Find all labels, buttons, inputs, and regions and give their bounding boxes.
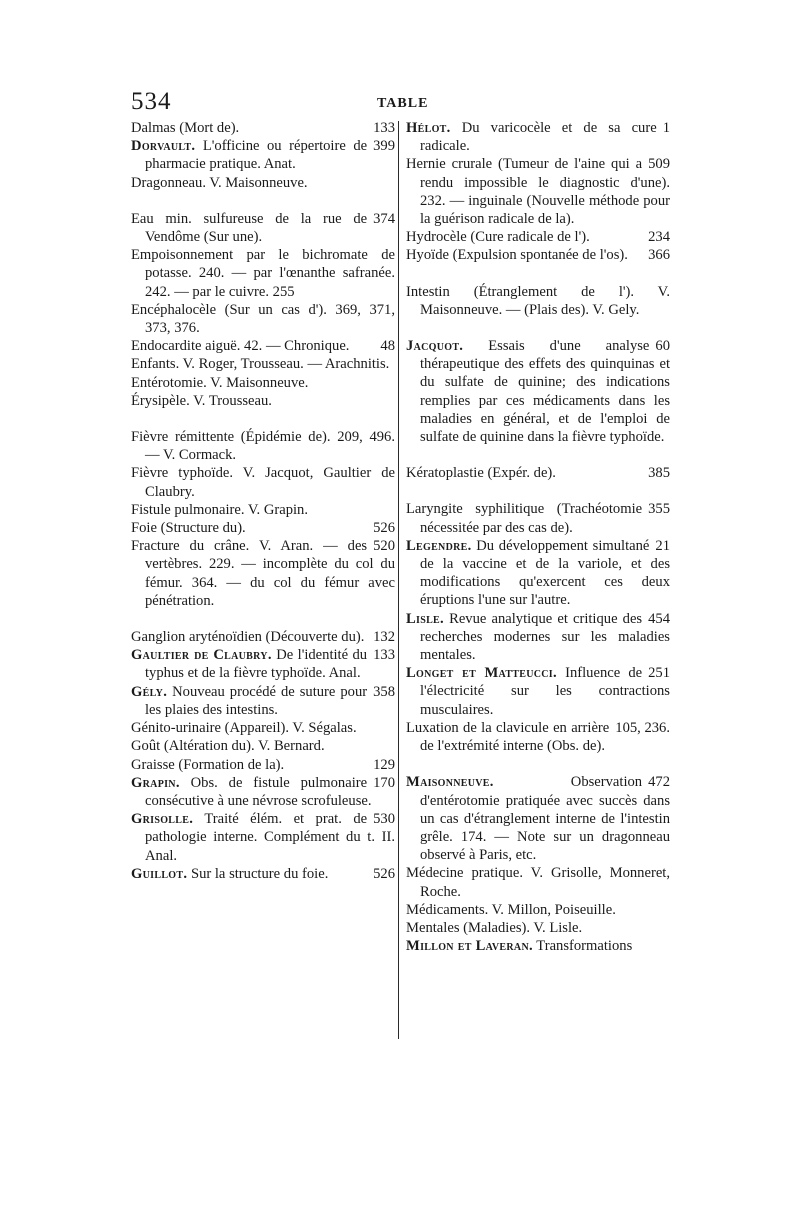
index-entry	[406, 246, 670, 264]
entry-author: Gély.	[131, 683, 168, 700]
entry-text: Essais d'une analyse thérapeutique des effets des quinquinas et du sulfate de quinine; des indications remplies par ces médicaments dans les maladies en général, et de l'emploi de sulfate de quinine dans la fièvre typhoïde.	[420, 338, 670, 446]
index-entry	[406, 537, 670, 610]
entry-page-ref: 530	[373, 811, 395, 828]
entry-page-ref: 105, 236.	[615, 719, 670, 736]
index-entry	[131, 737, 395, 755]
index-entry	[131, 810, 395, 865]
entry-author: Grapin.	[131, 774, 180, 791]
index-entry	[406, 119, 670, 155]
entry-author: Guillot.	[131, 865, 188, 882]
entry-text: Hyoïde (Expulsion spontanée de l'os).	[406, 247, 628, 264]
entry-page-ref: 526	[373, 520, 395, 537]
index-entry	[131, 355, 395, 373]
entry-page-ref: 132	[373, 629, 395, 646]
entry-text: Luxation de la clavicule en arrière de l'extrémité interne (Obs. de).	[406, 719, 610, 755]
index-entry	[131, 865, 395, 883]
entry-page-ref: 520	[373, 538, 395, 555]
entry-page-ref: 374	[373, 210, 395, 227]
section-gap	[406, 755, 670, 773]
entry-text: Transformations	[532, 938, 633, 955]
entry-page-ref: 472	[648, 774, 670, 791]
section-gap	[406, 446, 670, 464]
entry-text: Enfants. V. Roger, Trousseau. — Arachnitis.	[131, 356, 390, 373]
page-number: 534	[131, 88, 172, 115]
index-entry	[406, 155, 670, 228]
entry-text: Eau min. sulfureuse de la rue de Vendôme (Sur une).	[131, 210, 368, 246]
entry-page-ref: 385	[648, 465, 670, 482]
entry-text: Nouveau procédé de suture pour les plaies des intestins.	[145, 683, 368, 718]
entry-page-ref: 454	[648, 610, 670, 627]
entry-text: Ganglion aryténoïdien (Découverte du).	[131, 629, 365, 646]
entry-text: Entérotomie. V. Maisonneuve.	[131, 374, 309, 391]
index-entry	[406, 283, 670, 319]
entry-text: Hernie crurale (Tumeur de l'aine qui a rendu impossible le diagnostic d'une). 232. — inguinale (Nouvelle méthode pour la guérison radicale de la).	[406, 156, 670, 228]
index-entry	[131, 174, 395, 192]
section-gap	[406, 482, 670, 500]
index-entry	[406, 337, 670, 446]
entry-page-ref: 251	[648, 665, 670, 682]
entry-page-ref: 526	[373, 865, 395, 882]
entry-author: Longet et Matteucci.	[406, 665, 557, 682]
entry-text: Du varicocèle et de sa cure radicale.	[420, 120, 657, 155]
left-column	[131, 119, 395, 883]
index-entry	[131, 774, 395, 810]
entry-text: Obs. de fistule pulmonaire consécutive à une névrose scrofuleuse.	[145, 774, 372, 809]
entry-page-ref: 60	[655, 338, 670, 355]
index-entry	[131, 519, 395, 537]
entry-text: Encéphalocèle (Sur un cas d'). 369, 371, 373, 376.	[131, 301, 395, 337]
index-entry	[406, 610, 670, 665]
index-entry	[131, 337, 395, 355]
column-divider	[398, 121, 399, 1039]
index-entry	[131, 756, 395, 774]
index-entry	[131, 137, 395, 173]
entry-page-ref: 509	[648, 156, 670, 173]
index-entry	[406, 719, 670, 755]
right-column	[406, 119, 670, 955]
index-entry	[131, 119, 395, 137]
index-entry	[406, 664, 670, 719]
index-entry	[131, 210, 395, 246]
entry-page-ref: 1	[662, 120, 670, 136]
entry-page-ref: 358	[373, 683, 395, 700]
entry-text: Laryngite syphilitique (Trachéotomie nécessitée par des cas de).	[406, 501, 643, 536]
entry-text: Médecine pratique. V. Grisolle, Monneret, Roche.	[406, 865, 670, 900]
entry-text: Goût (Altération du). V. Bernard.	[131, 738, 325, 755]
index-entry	[131, 628, 395, 646]
section-gap	[131, 410, 395, 428]
index-entry	[131, 464, 395, 500]
entry-author: Grisolle.	[131, 811, 194, 828]
entry-text: Érysipèle. V. Trousseau.	[131, 392, 272, 409]
entry-page-ref: 133	[373, 647, 395, 664]
index-entry	[406, 864, 670, 900]
index-entry	[131, 392, 395, 410]
section-gap	[406, 265, 670, 283]
entry-text: Dragonneau. V. Maisonneuve.	[131, 174, 308, 191]
entry-author: Hélot.	[406, 120, 451, 136]
entry-text: Mentales (Maladies). V. Lisle.	[406, 919, 583, 936]
entry-text: Observation d'entérotomie pratiquée avec succès dans un cas d'étranglement interne de l'intestin grêle. 174. — Note sur un dragonneau observé à Paris, etc.	[420, 774, 670, 864]
entry-page-ref: 399	[373, 138, 395, 155]
section-gap	[406, 319, 670, 337]
entry-author: Gaultier de Claubry.	[131, 647, 272, 664]
index-entry	[131, 246, 395, 301]
entry-page-ref: 366	[648, 247, 670, 264]
entry-text: De l'identité du typhus et de la fièvre typhoïde. Anal.	[145, 647, 368, 682]
index-entry	[406, 773, 670, 864]
index-entry	[131, 374, 395, 392]
index-entry	[131, 646, 395, 682]
entry-text: Endocardite aiguë. 42. — Chronique.	[131, 338, 350, 355]
index-entry	[406, 500, 670, 536]
entry-text: Sur la structure du foie.	[187, 865, 329, 882]
entry-text: Fracture du crâne. V. Aran. — des vertèbres. 229. — incomplète du col du fémur. 364. — du col du fémur avec pénétration.	[131, 538, 395, 609]
entry-text: L'officine ou répertoire de pharmacie pratique. Anat.	[145, 138, 368, 173]
index-entry	[131, 719, 395, 737]
entry-text: Influence de l'électricité sur les contractions musculaires.	[420, 665, 670, 718]
entry-text: Hydrocèle (Cure radicale de l').	[406, 229, 590, 246]
index-entry	[131, 428, 395, 464]
entry-text: Kératoplastie (Expér. de).	[406, 465, 556, 482]
entry-page-ref: 133	[373, 120, 395, 136]
index-entry	[406, 937, 670, 955]
index-entry	[131, 683, 395, 719]
index-entry	[406, 901, 670, 919]
entry-page-ref: 48	[380, 338, 395, 355]
entry-page-ref: 21	[655, 537, 670, 554]
entry-author: Legendre.	[406, 537, 472, 554]
entry-text: Graisse (Formation de la).	[131, 756, 285, 773]
entry-text: Empoisonnement par le bichromate de potasse. 240. — par l'œnanthe safranée. 242. — par le cuivre. 255	[131, 247, 395, 300]
index-entry	[131, 501, 395, 519]
entry-author: Jacquot.	[406, 338, 464, 355]
running-head: TABLE	[377, 96, 429, 111]
entry-text: Dalmas (Mort de).	[131, 120, 240, 136]
index-entry	[131, 537, 395, 610]
entry-text: Du développement simultané de la vaccine et de la variole, et des modifications qu'exercent ces deux éruptions l'une sur l'autre.	[420, 537, 670, 609]
entry-page-ref: 129	[373, 756, 395, 773]
index-entry	[406, 228, 670, 246]
section-gap	[131, 610, 395, 628]
index-entry	[406, 464, 670, 482]
entry-author: Millon et Laveran.	[406, 938, 533, 955]
entry-author: Maisonneuve.	[406, 774, 494, 791]
entry-text: Fistule pulmonaire. V. Grapin.	[131, 501, 309, 518]
entry-text: Fièvre rémittente (Épidémie de). 209, 496. — V. Cormack.	[131, 429, 395, 464]
entry-page-ref: 355	[648, 501, 670, 518]
entry-text: Intestin (Étranglement de l'). V. Maisonneuve. — (Plais des). V. Gely.	[406, 283, 670, 318]
section-gap	[131, 192, 395, 210]
entry-text: Foie (Structure du).	[131, 520, 246, 537]
entry-text: Fièvre typhoïde. V. Jacquot, Gaultier de Claubry.	[131, 465, 395, 500]
entry-text: Génito-urinaire (Appareil). V. Ségalas.	[131, 720, 357, 737]
index-entry	[406, 919, 670, 937]
entry-text: Revue analytique et critique des recherches modernes sur les maladies mentales.	[420, 610, 670, 664]
entry-author: Dorvault.	[131, 138, 196, 155]
entry-page-ref: 234	[648, 229, 670, 246]
entry-text: Médicaments. V. Millon, Poiseuille.	[406, 901, 616, 918]
entry-author: Lisle.	[406, 610, 444, 627]
index-entry	[131, 301, 395, 337]
entry-page-ref: 170	[373, 774, 395, 791]
entry-text: Traité élém. et prat. de pathologie interne. Complément du t. II. Anal.	[145, 811, 395, 864]
